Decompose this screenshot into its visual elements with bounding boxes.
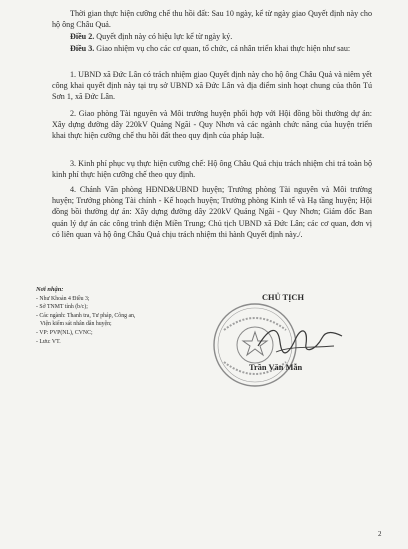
recipient-item: - Các ngành: Thanh tra, Tư pháp, Công an, [36,312,136,319]
article-2-text: Quyết định này có hiệu lực kể từ ngày ký. [94,32,233,41]
recipient-item: - Sở TNMT tỉnh (b/c); [36,304,88,311]
deadline-paragraph: Thời gian thực hiện cưỡng chế thu hồi đất: Sau 10 ngày, kể từ ngày giao Quyết định này cho hộ ông Châu Quả. [52,9,372,30]
recipient-item: - Như Khoản 4 Điều 3; [36,295,90,302]
item-3-paragraph: 3. Kinh phí phục vụ thực hiện cưỡng chế: Hộ ông Châu Quả chịu trách nhiệm chi trả toàn bộ kinh phí thực hiện cưỡng chế theo quy định. [52,159,372,180]
article-2-label: Điều 2. [70,32,95,41]
recipient-item: - VP: PVP(NL), CVNC; [36,329,93,336]
signer-name: Trần Văn Mẫn [249,363,303,372]
article-3-paragraph [52,43,372,54]
recipients-title: Nơi nhận: [36,286,64,293]
article-2-paragraph [52,31,372,42]
recipient-item: - Lưu: VT. [36,338,61,345]
signer-position: CHỦ TỊCH [262,293,304,302]
page-number: 2 [378,530,382,538]
recipient-item: Viện kiểm sát nhân dân huyện; [40,321,112,328]
item-4-paragraph: 4. Chánh Văn phòng HĐND&UBND huyện; Trưởng phòng Tài nguyên và Môi trường huyện; Trưởng phòng Tài chính - Kế hoạch huyện; Trưởng phòng Kinh tế và Hạ tầng huyện; Hội đồng bồi thường dự án: Xây dựng đường dây 220kV Quảng Ngãi - Quy Nhơn; Giám đốc Ban quản lý dự án các công trình điện Miền Trung; Chủ tịch UBND xã Đức Lân; các cơ quan, đơn vị có liên quan và hộ ông Châu Quả chịu trách nhiệm thi hành Quyết định này./. [52,185,372,239]
item-2-paragraph: 2. Giao phòng Tài nguyên và Môi trường huyện phối hợp với Hội đồng bồi thường dự án: Xây dựng đường dây 220kV Quảng Ngãi - Quy Nhơn và các ngành chức năng của huyện triển khai thực hiện cưỡng chế thu hồi đất theo quy định của pháp luật. [52,109,372,141]
article-3-text: Giao nhiệm vụ cho các cơ quan, tổ chức, cá nhân triển khai thực hiện như sau: [94,44,351,53]
recipients-block [36,286,186,346]
handwritten-signature-icon [250,316,350,366]
item-1-paragraph: 1. UBND xã Đức Lân có trách nhiệm giao Quyết định này cho hộ ông Châu Quả và niêm yết công khai quyết định này tại trụ sở UBND xã Đức Lân và địa điểm sinh hoạt chung của thôn Tú Sơn 1, xã Đức Lân. [52,70,372,102]
article-3-label: Điều 3. [70,44,95,53]
